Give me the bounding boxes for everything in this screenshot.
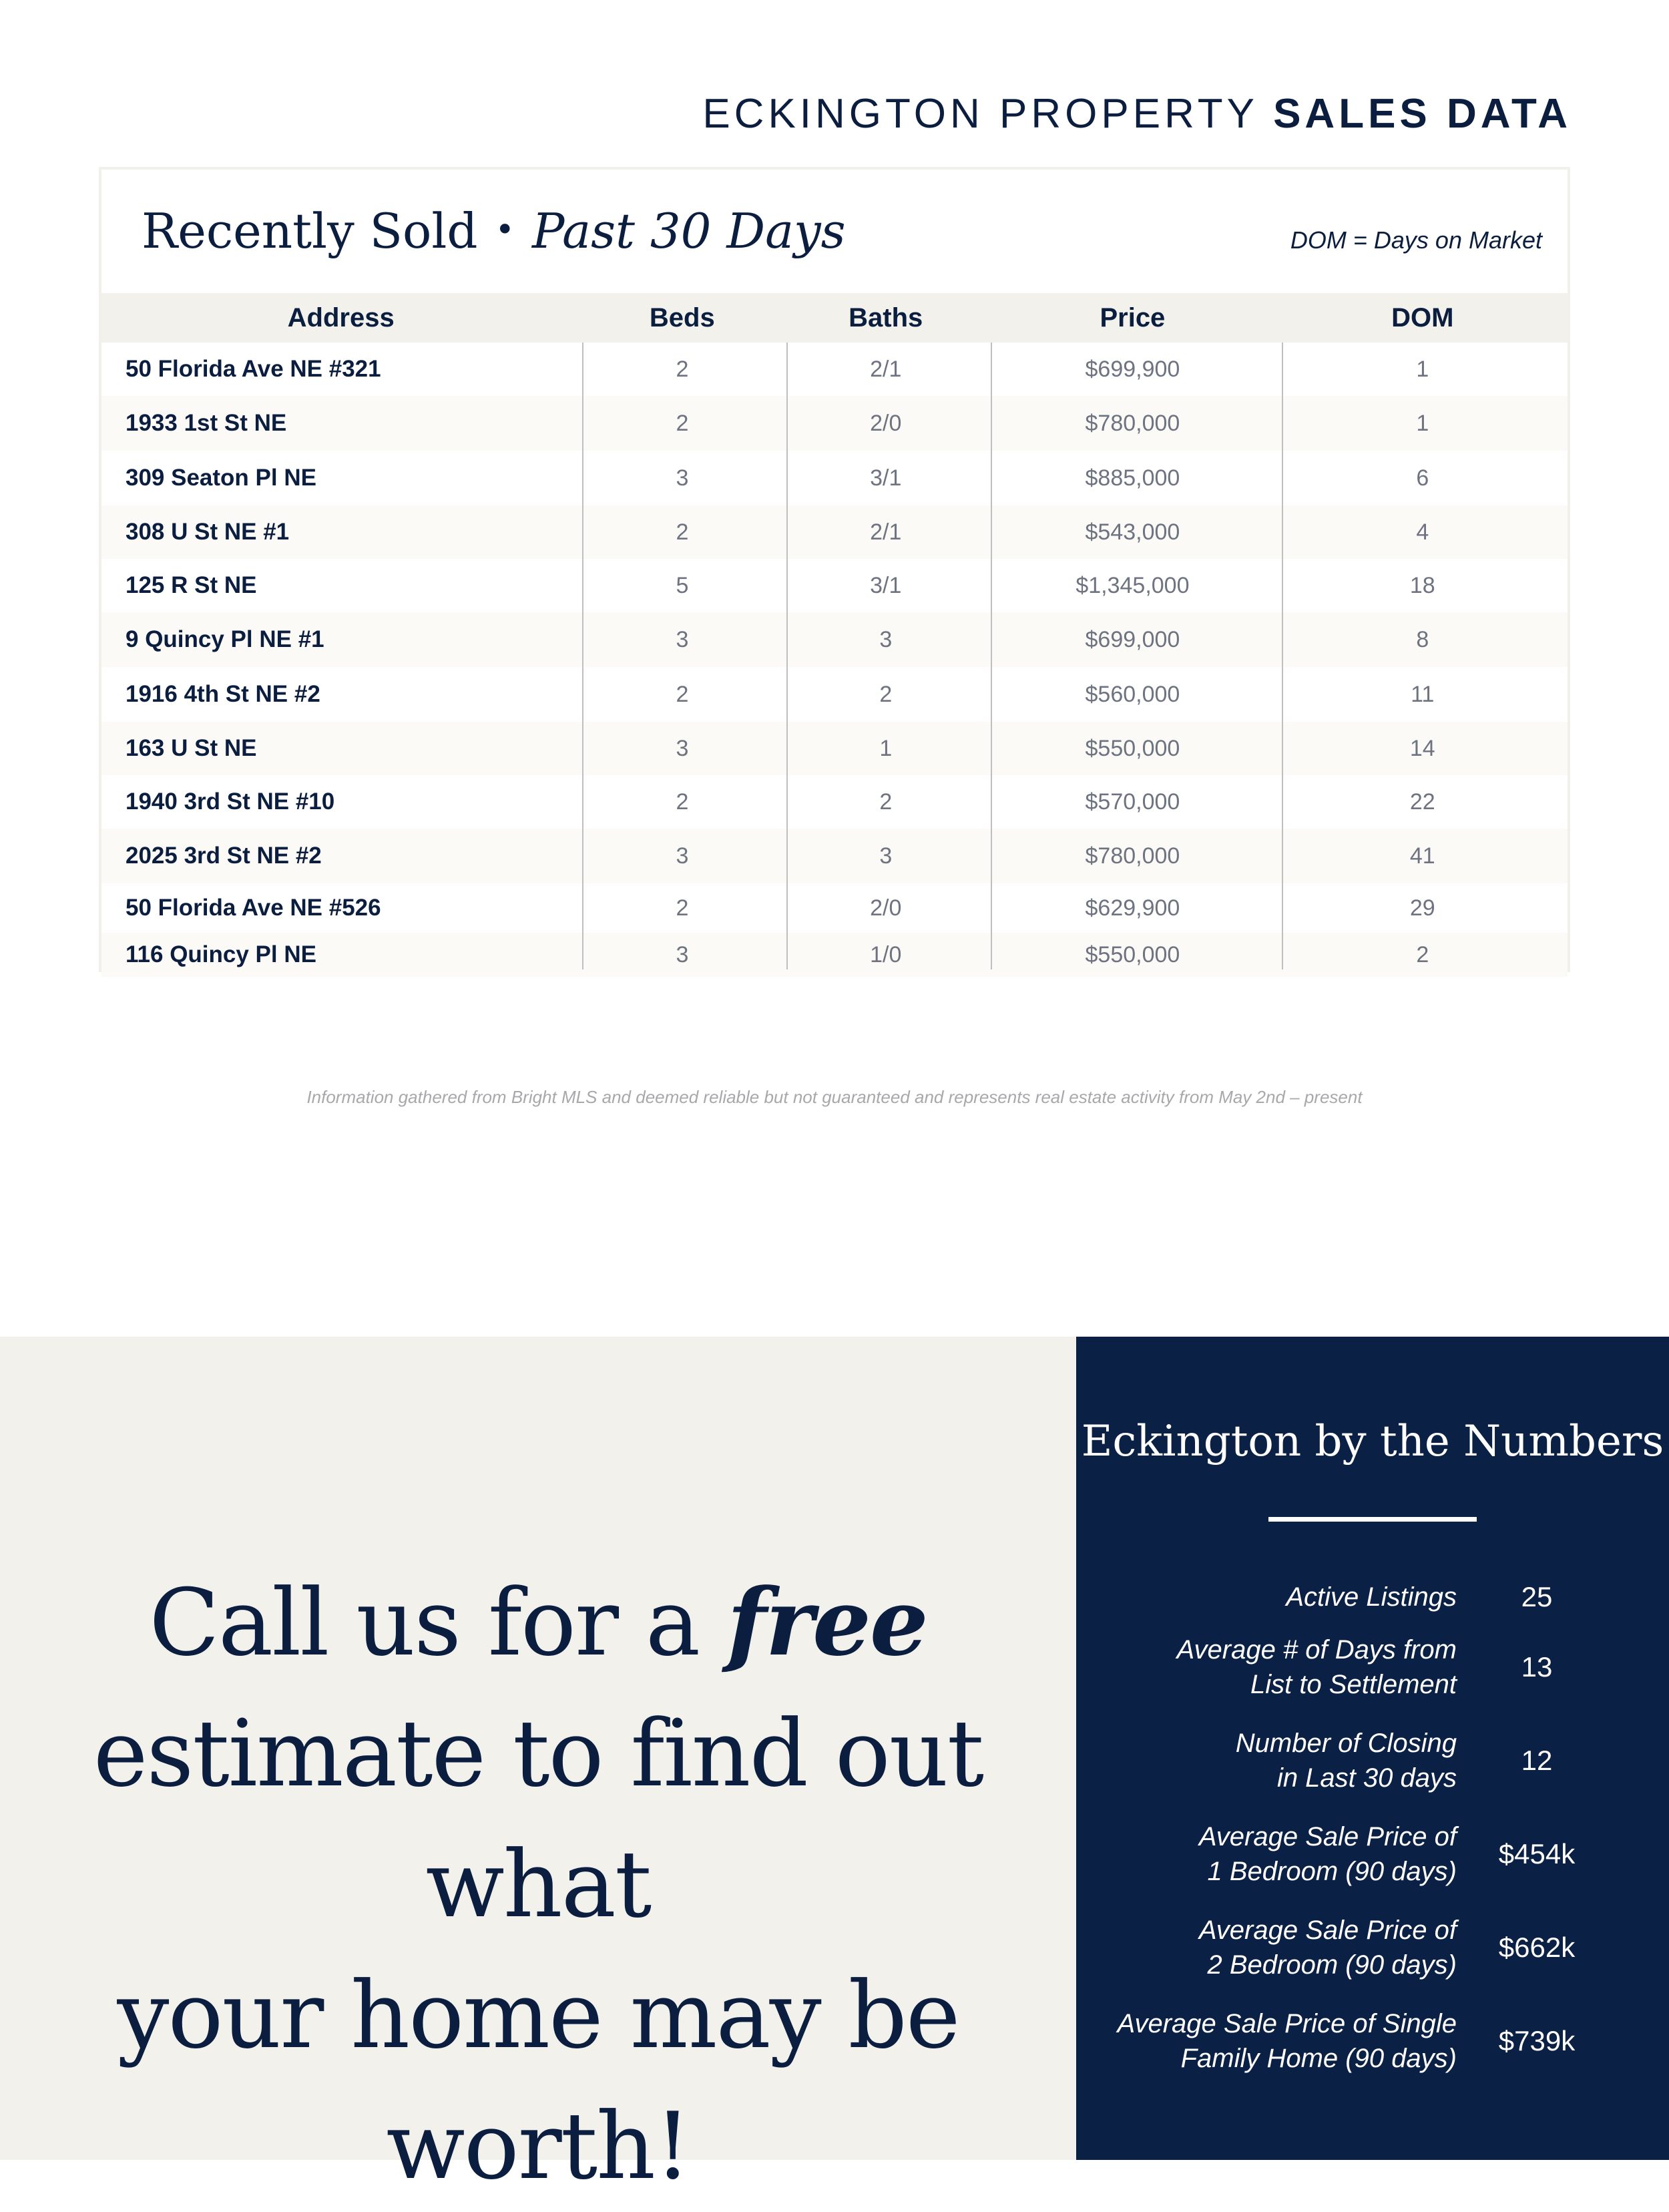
cell-price: $699,000 <box>1085 626 1180 652</box>
stat-label-line-1: Active Listings <box>1286 1582 1457 1612</box>
stat-label-line-1: Number of Closing <box>1235 1729 1457 1758</box>
table-row <box>101 722 1568 775</box>
card-title <box>142 203 846 259</box>
cta-panel <box>0 1337 1076 2200</box>
stat-label-line-1: Average Sale Price of <box>1198 1822 1457 1851</box>
cell-dom: 6 <box>1416 465 1429 491</box>
card-subtitle: Past 30 Days <box>531 203 846 259</box>
cell-baths: 1/0 <box>870 941 902 967</box>
table-row <box>101 505 1568 559</box>
cell-beds: 2 <box>676 410 689 436</box>
cell-dom: 2 <box>1416 941 1429 967</box>
stat-value: $662k <box>1498 1932 1576 1963</box>
cell-beds: 2 <box>676 356 689 382</box>
cell-address: 1940 3rd St NE #10 <box>126 789 335 815</box>
stat-label-line-2: 1 Bedroom (90 days) <box>1207 1857 1457 1886</box>
stat-row <box>1076 1557 1669 1637</box>
table-header <box>101 293 1568 343</box>
stat-label <box>1083 2001 1457 2081</box>
cell-beds: 3 <box>676 626 689 652</box>
table-row <box>101 775 1568 829</box>
cell-dom: 29 <box>1409 895 1435 921</box>
cell-dom: 8 <box>1416 626 1429 652</box>
cell-address: 50 Florida Ave NE #526 <box>126 895 381 921</box>
cell-beds: 2 <box>676 519 689 545</box>
cell-beds: 3 <box>676 843 689 869</box>
stat-row <box>1076 1814 1669 1894</box>
cell-dom: 18 <box>1409 572 1435 598</box>
cta-line-1-text: Call us for a <box>149 1569 728 1677</box>
table-row <box>101 451 1568 505</box>
table-row <box>101 343 1568 396</box>
card-title-separator: • <box>495 210 515 249</box>
cell-address: 116 Quincy Pl NE <box>126 941 316 967</box>
cell-dom: 1 <box>1416 356 1429 382</box>
cell-price: $543,000 <box>1085 519 1180 545</box>
column-header-baths: Baths <box>849 302 923 333</box>
stat-label-line-1: Average Sale Price of Single <box>1117 2009 1457 2038</box>
stat-label <box>1083 1627 1457 1707</box>
cell-baths: 3/1 <box>870 572 902 598</box>
page-title <box>702 90 1572 138</box>
stat-label-line-2: 2 Bedroom (90 days) <box>1207 1950 1457 1980</box>
cell-address: 125 R St NE <box>126 572 257 598</box>
cell-beds: 3 <box>676 941 689 967</box>
stat-row <box>1076 2001 1669 2081</box>
cell-price: $1,345,000 <box>1076 572 1190 598</box>
cell-address: 1933 1st St NE <box>126 410 287 436</box>
column-header-beds: Beds <box>649 302 715 333</box>
numbers-title: Eckington by the Numbers <box>1081 1417 1664 1466</box>
cell-price: $629,900 <box>1085 895 1180 921</box>
card-title-main: Recently Sold <box>142 203 478 259</box>
page-title-light: ECKINGTON PROPERTY <box>702 91 1274 137</box>
cell-baths: 2 <box>879 681 893 707</box>
cell-baths: 2/0 <box>870 895 902 921</box>
stat-value: $739k <box>1498 2025 1576 2056</box>
cell-baths: 2/1 <box>870 519 902 545</box>
cell-beds: 2 <box>676 895 689 921</box>
table-row <box>101 396 1568 451</box>
stat-row <box>1076 1721 1669 1801</box>
column-divider <box>1282 343 1283 969</box>
table-body <box>101 343 1568 977</box>
cell-baths: 3 <box>879 843 893 869</box>
stat-label-line-1: Average Sale Price of <box>1198 1916 1457 1945</box>
stat-label <box>1083 1721 1457 1801</box>
dom-legend: DOM = Days on Market <box>1290 226 1542 254</box>
table-row <box>101 559 1568 612</box>
stat-value: 12 <box>1521 1745 1553 1776</box>
cell-price: $550,000 <box>1085 735 1180 761</box>
cell-price: $570,000 <box>1085 789 1180 815</box>
cell-baths: 1 <box>879 735 893 761</box>
cell-price: $780,000 <box>1085 843 1180 869</box>
cell-price: $550,000 <box>1085 941 1180 967</box>
cell-dom: 4 <box>1416 519 1429 545</box>
table-row <box>101 667 1568 722</box>
recently-sold-card <box>99 167 1570 972</box>
cell-address: 1916 4th St NE #2 <box>126 681 320 707</box>
table-row <box>101 883 1568 933</box>
table-row <box>101 829 1568 883</box>
cell-address: 163 U St NE <box>126 735 257 761</box>
stat-label <box>1083 1814 1457 1894</box>
column-divider <box>991 343 992 969</box>
stat-label <box>1083 1908 1457 1988</box>
cell-beds: 3 <box>676 735 689 761</box>
cell-baths: 3 <box>879 626 893 652</box>
column-header-dom: DOM <box>1391 302 1454 333</box>
cta-emphasis: free <box>727 1568 927 1677</box>
cell-address: 308 U St NE #1 <box>126 519 290 545</box>
stat-value: 13 <box>1521 1651 1553 1683</box>
cell-dom: 22 <box>1409 789 1435 815</box>
stat-row <box>1076 1908 1669 1988</box>
cell-baths: 3/1 <box>870 465 902 491</box>
stat-row <box>1076 1627 1669 1707</box>
cell-address: 2025 3rd St NE #2 <box>126 843 322 869</box>
cell-beds: 3 <box>676 465 689 491</box>
cell-beds: 2 <box>676 789 689 815</box>
cell-dom: 41 <box>1409 843 1435 869</box>
column-divider <box>786 343 788 969</box>
cell-baths: 2 <box>879 789 893 815</box>
stat-label-line-2: in Last 30 days <box>1276 1763 1457 1793</box>
table-row <box>101 933 1568 977</box>
cell-address: 9 Quincy Pl NE #1 <box>126 626 324 652</box>
column-divider <box>582 343 583 969</box>
stat-label-line-2: List to Settlement <box>1250 1670 1457 1699</box>
cta-line-1 <box>0 1557 1076 1689</box>
stat-value: $454k <box>1498 1838 1576 1869</box>
cell-price: $885,000 <box>1085 465 1180 491</box>
cell-beds: 5 <box>676 572 689 598</box>
stat-value: 25 <box>1521 1581 1553 1612</box>
stat-label-line-1: Average # of Days from <box>1176 1635 1457 1665</box>
cta-text <box>0 1557 1076 2212</box>
cell-address: 50 Florida Ave NE #321 <box>126 356 381 382</box>
cell-price: $699,900 <box>1085 356 1180 382</box>
cell-price: $780,000 <box>1085 410 1180 436</box>
cell-dom: 14 <box>1409 735 1435 761</box>
table-row <box>101 612 1568 667</box>
cell-price: $560,000 <box>1085 681 1180 707</box>
cell-baths: 2/0 <box>870 410 902 436</box>
stat-label <box>1083 1557 1457 1637</box>
cell-baths: 2/1 <box>870 356 902 382</box>
column-header-address: Address <box>287 302 395 333</box>
disclaimer: Information gathered from Bright MLS and deemed reliable but not guaranteed and represents real estate activity from May 2nd – present <box>306 1087 1363 1107</box>
column-header-price: Price <box>1100 302 1166 333</box>
cell-address: 309 Seaton Pl NE <box>126 465 316 491</box>
cta-line-3: your home may be worth! <box>117 1962 959 2200</box>
cta-line-2: estimate to find out what <box>93 1700 983 1938</box>
cell-beds: 2 <box>676 681 689 707</box>
cell-dom: 11 <box>1411 681 1435 707</box>
stat-label-line-2: Family Home (90 days) <box>1180 2044 1457 2073</box>
cell-dom: 1 <box>1416 410 1429 436</box>
page-title-bold: SALES DATA <box>1273 91 1572 137</box>
numbers-panel <box>1076 1337 1669 2160</box>
title-underline <box>1268 1517 1477 1522</box>
